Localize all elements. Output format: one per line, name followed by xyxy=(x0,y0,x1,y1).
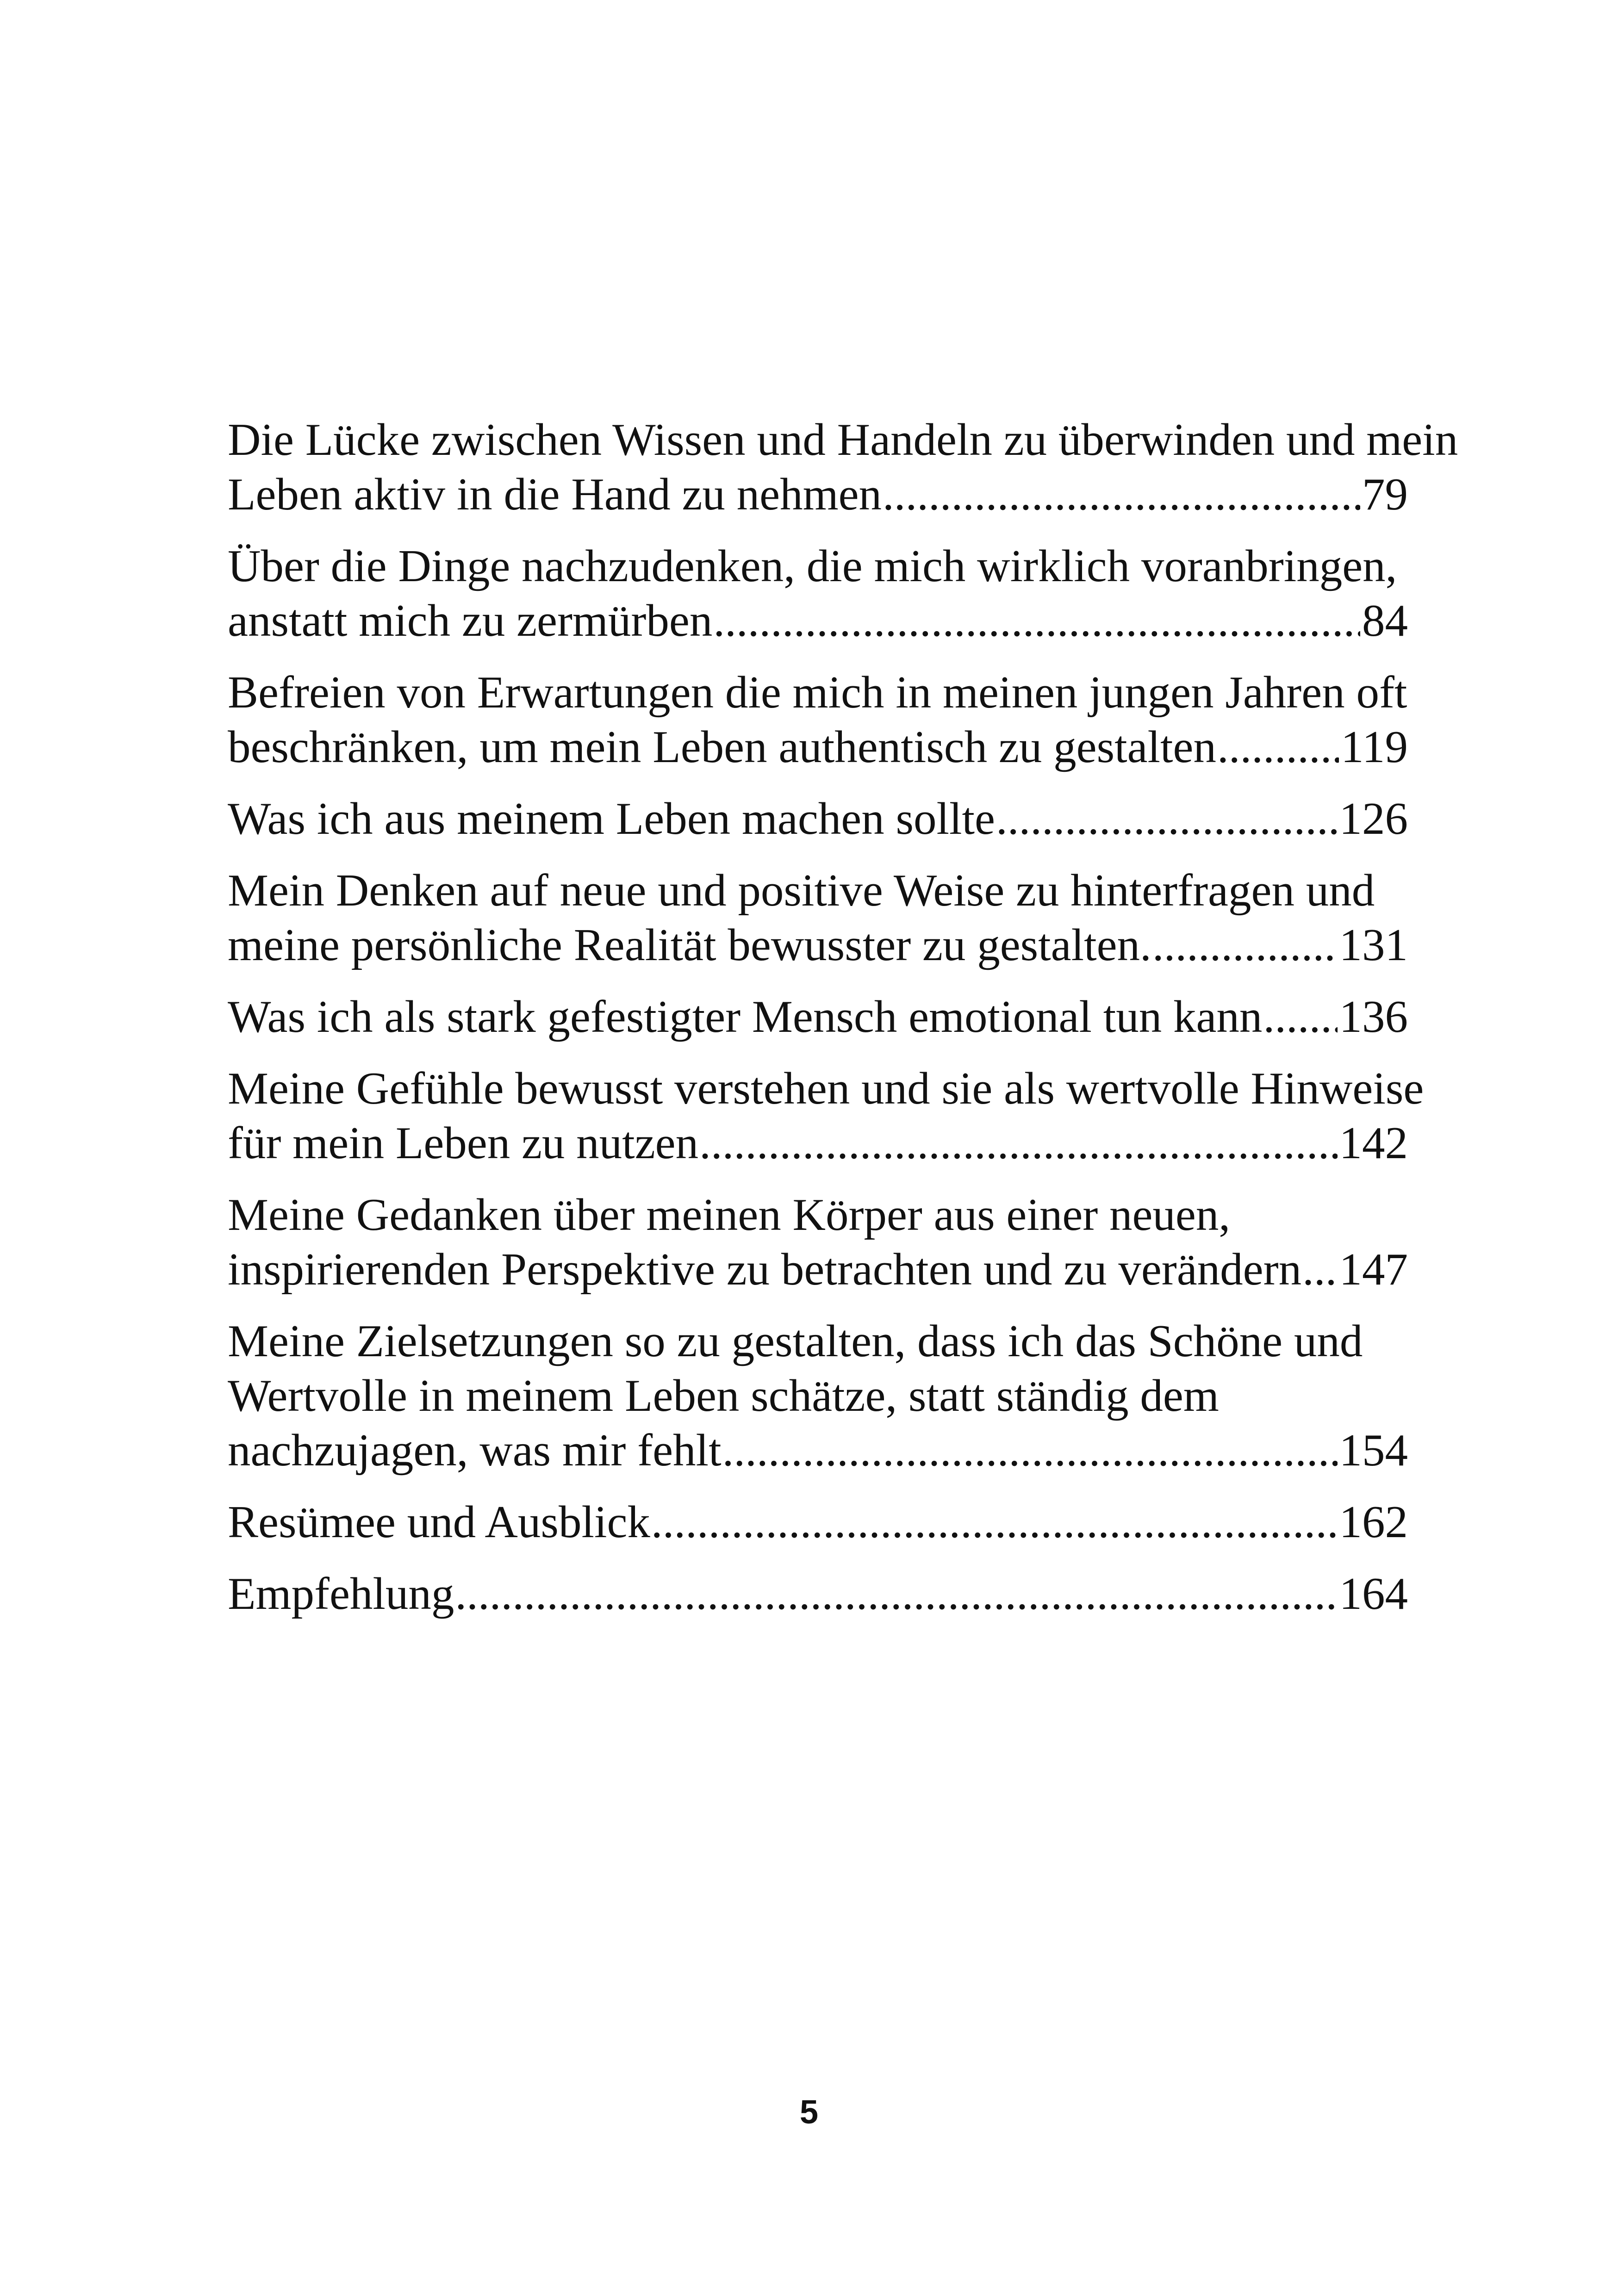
toc-dot-leader xyxy=(1302,1242,1337,1297)
toc-entry-text: Resümee und Ausblick xyxy=(228,1497,650,1547)
toc-entry[interactable] xyxy=(228,1314,1477,1478)
toc-entry[interactable] xyxy=(228,990,1477,1044)
toc-page-number: 142 xyxy=(1339,1118,1408,1168)
toc-entry-text: Befreien von Erwartungen die mich in meinen jungen Jahren oft xyxy=(228,667,1407,718)
toc-entry[interactable] xyxy=(228,539,1477,648)
toc-page-number: 131 xyxy=(1339,920,1408,970)
toc-dot-leader xyxy=(713,594,1360,648)
toc-entry[interactable] xyxy=(228,792,1477,846)
toc-entry-text: inspirierenden Perspektive zu betrachten und zu verändern xyxy=(228,1244,1302,1295)
toc-entry-text: für mein Leben zu nutzen xyxy=(228,1118,699,1168)
toc-page-number: 162 xyxy=(1339,1497,1408,1547)
toc-page-number: 136 xyxy=(1339,992,1408,1042)
toc-entry-text: Leben aktiv in die Hand zu nehmen xyxy=(228,469,882,520)
toc-dot-leader xyxy=(883,467,1360,522)
toc-entry-text: Was ich aus meinem Leben machen sollte xyxy=(228,794,995,844)
toc-entry-text: anstatt mich zu zermürben xyxy=(228,596,713,646)
toc-entry-text: Meine Gedanken über meinen Körper aus einer neuen, xyxy=(228,1190,1231,1240)
toc-dot-leader xyxy=(699,1116,1337,1171)
toc-entry[interactable] xyxy=(228,1495,1477,1550)
toc-dot-leader xyxy=(722,1423,1338,1478)
toc-page-number: 119 xyxy=(1341,722,1408,772)
toc-dot-leader xyxy=(651,1495,1338,1550)
toc-entry[interactable] xyxy=(228,1567,1477,1621)
toc-entry[interactable] xyxy=(228,863,1477,973)
toc-entry-text: beschränken, um mein Leben authentisch zu gestalten xyxy=(228,722,1216,772)
toc-entry[interactable] xyxy=(228,413,1477,522)
toc-entry-text: nachzujagen, was mir fehlt xyxy=(228,1425,722,1476)
toc-dot-leader xyxy=(1263,990,1337,1044)
table-of-contents xyxy=(228,413,1477,1638)
toc-dot-leader xyxy=(1217,720,1339,775)
toc-entry-text: Meine Zielsetzungen so zu gestalten, dass ich das Schöne und xyxy=(228,1316,1363,1366)
toc-page-number: 154 xyxy=(1339,1425,1408,1476)
toc-page-number: 84 xyxy=(1362,596,1408,646)
toc-page-number: 147 xyxy=(1339,1244,1408,1295)
toc-dot-leader xyxy=(996,792,1338,846)
toc-entry-text: Meine Gefühle bewusst verstehen und sie als wertvolle Hinweise xyxy=(228,1063,1424,1114)
toc-entry-text: Über die Dinge nachzudenken, die mich wirklich voranbringen, xyxy=(228,541,1397,591)
toc-page-number: 126 xyxy=(1339,794,1408,844)
toc-page-number: 79 xyxy=(1362,469,1408,520)
toc-entry[interactable] xyxy=(228,665,1477,775)
toc-dot-leader xyxy=(455,1567,1337,1621)
toc-entry[interactable] xyxy=(228,1188,1477,1297)
toc-entry-text: Die Lücke zwischen Wissen und Handeln zu überwinden und mein xyxy=(228,415,1458,465)
toc-entry-text: Mein Denken auf neue und positive Weise zu hinterfragen und xyxy=(228,865,1375,916)
toc-entry-text: Wertvolle in meinem Leben schätze, statt ständig dem xyxy=(228,1371,1219,1421)
toc-entry-text: meine persönliche Realität bewusster zu gestalten. xyxy=(228,920,1151,970)
toc-entry[interactable] xyxy=(228,1061,1477,1171)
toc-dot-leader xyxy=(1152,918,1338,973)
toc-page-number: 164 xyxy=(1339,1569,1408,1619)
page-number: 5 xyxy=(799,2094,819,2131)
toc-entry-text: Was ich als stark gefestigter Mensch emotional tun kann xyxy=(228,992,1263,1042)
toc-entry-text: Empfehlung xyxy=(228,1569,454,1619)
